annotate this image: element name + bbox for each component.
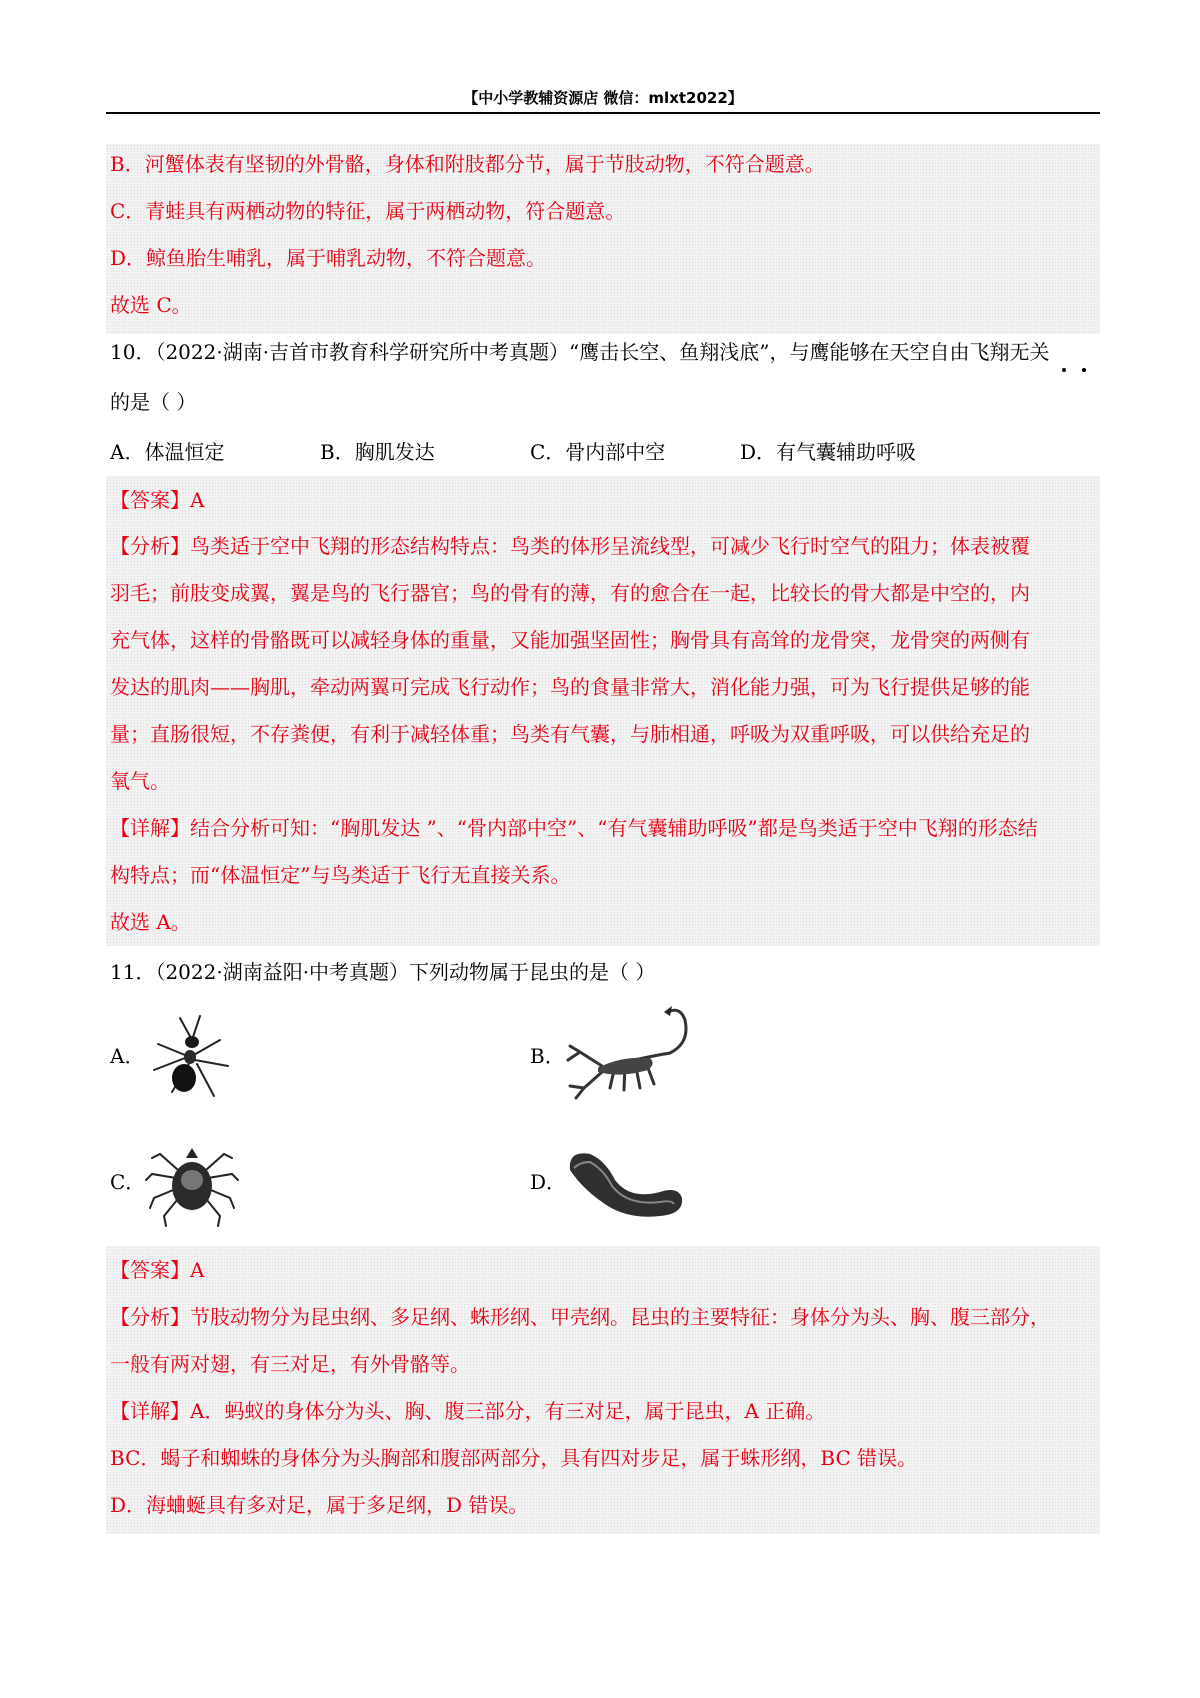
answer-line: 氧气。 — [110, 769, 170, 793]
answer-line: 【详解】结合分析可知：“胸肌发达 ”、“骨内部中空”、“有气囊辅助呼吸”都是鸟类适于空中飞翔的形态结 — [110, 816, 1038, 840]
answer-block-q10 — [106, 476, 1100, 946]
q10-stem-line1: 10．（2022·湖南·吉首市教育科学研究所中考真题）“鹰击长空、鱼翔浅底”，与鹰能够在天空自由飞翔无关 — [110, 340, 1050, 364]
answer-block-q11 — [106, 1246, 1100, 1534]
q11-option-d-label: D． — [530, 1170, 567, 1194]
answer-line: D．海蛐蜒具有多对足，属于多足纲，D 错误。 — [110, 1493, 529, 1517]
answer-line: 【分析】节肢动物分为昆虫纲、多足纲、蛛形纲、甲壳纲。昆虫的主要特征：身体分为头、胸、腹三部分， — [110, 1305, 1050, 1329]
answer-line: 故选 C。 — [110, 293, 192, 317]
q10-option-c: C．骨内部中空 — [530, 440, 666, 464]
millipede-icon — [560, 1140, 690, 1225]
q11-option-a-label: A． — [110, 1044, 145, 1068]
q10-option-d: D．有气囊辅助呼吸 — [740, 440, 917, 464]
answer-line: 构特点；而“体温恒定”与鸟类适于飞行无直接关系。 — [110, 863, 571, 887]
answer-line: C．青蛙具有两栖动物的特征，属于两栖动物，符合题意。 — [110, 199, 626, 223]
answer-line: BC．蝎子和蜘蛛的身体分为头胸部和腹部两部分，具有四对步足，属于蛛形纲，BC 错误。 — [110, 1446, 918, 1470]
ant-icon — [140, 1010, 240, 1105]
answer-line: 量；直肠很短，不存粪便，有利于减轻体重；鸟类有气囊，与肺相通，呼吸为双重呼吸，可以供给充足的 — [110, 722, 1030, 746]
q10-option-b: B．胸肌发达 — [320, 440, 435, 464]
answer-line: 发达的肌肉——胸肌，牵动两翼可完成飞行动作；鸟的食量非常大，消化能力强，可为飞行提供足够的能 — [110, 675, 1030, 699]
answer-line: 【答案】A — [110, 488, 205, 512]
answer-line: 【答案】A — [110, 1258, 205, 1282]
answer-block-q9 — [106, 144, 1100, 334]
answer-line: B．河蟹体表有坚韧的外骨骼，身体和附肢都分节，属于节肢动物，不符合题意。 — [110, 152, 825, 176]
q11-option-c-label: C． — [110, 1170, 146, 1194]
answer-line: D．鲸鱼胎生哺乳，属于哺乳动物，不符合题意。 — [110, 246, 547, 270]
answer-line: 羽毛；前肢变成翼，翼是鸟的飞行器官；鸟的骨有的薄，有的愈合在一起，比较长的骨大都是中空的，内 — [110, 581, 1030, 605]
answer-line: 故选 A。 — [110, 910, 191, 934]
answer-line: 【详解】A．蚂蚁的身体分为头、胸、腹三部分，有三对足，属于昆虫，A 正确。 — [110, 1399, 826, 1423]
scorpion-icon — [560, 998, 700, 1108]
q11-option-b-label: B． — [530, 1044, 565, 1068]
emphasis-dot — [1062, 368, 1066, 372]
q10-option-a: A．体温恒定 — [110, 440, 225, 464]
answer-line: 一般有两对翅，有三对足，有外骨骼等。 — [110, 1352, 470, 1376]
tick-icon — [140, 1128, 245, 1233]
header-rule — [106, 112, 1100, 114]
answer-line: 【分析】鸟类适于空中飞翔的形态结构特点：鸟类的体形呈流线型，可减少飞行时空气的阻力；体表被覆 — [110, 534, 1030, 558]
q10-stem-line2: 的是（ ） — [110, 390, 197, 414]
page-header: 【中小学教辅资源店 微信：mlxt2022】 — [463, 89, 743, 107]
answer-line: 充气体，这样的骨骼既可以减轻身体的重量，又能加强坚固性；胸骨具有高耸的龙骨突，龙骨突的两侧有 — [110, 628, 1030, 652]
q11-stem: 11．（2022·湖南益阳·中考真题）下列动物属于昆虫的是（ ） — [110, 960, 656, 984]
emphasis-dot — [1082, 368, 1086, 372]
